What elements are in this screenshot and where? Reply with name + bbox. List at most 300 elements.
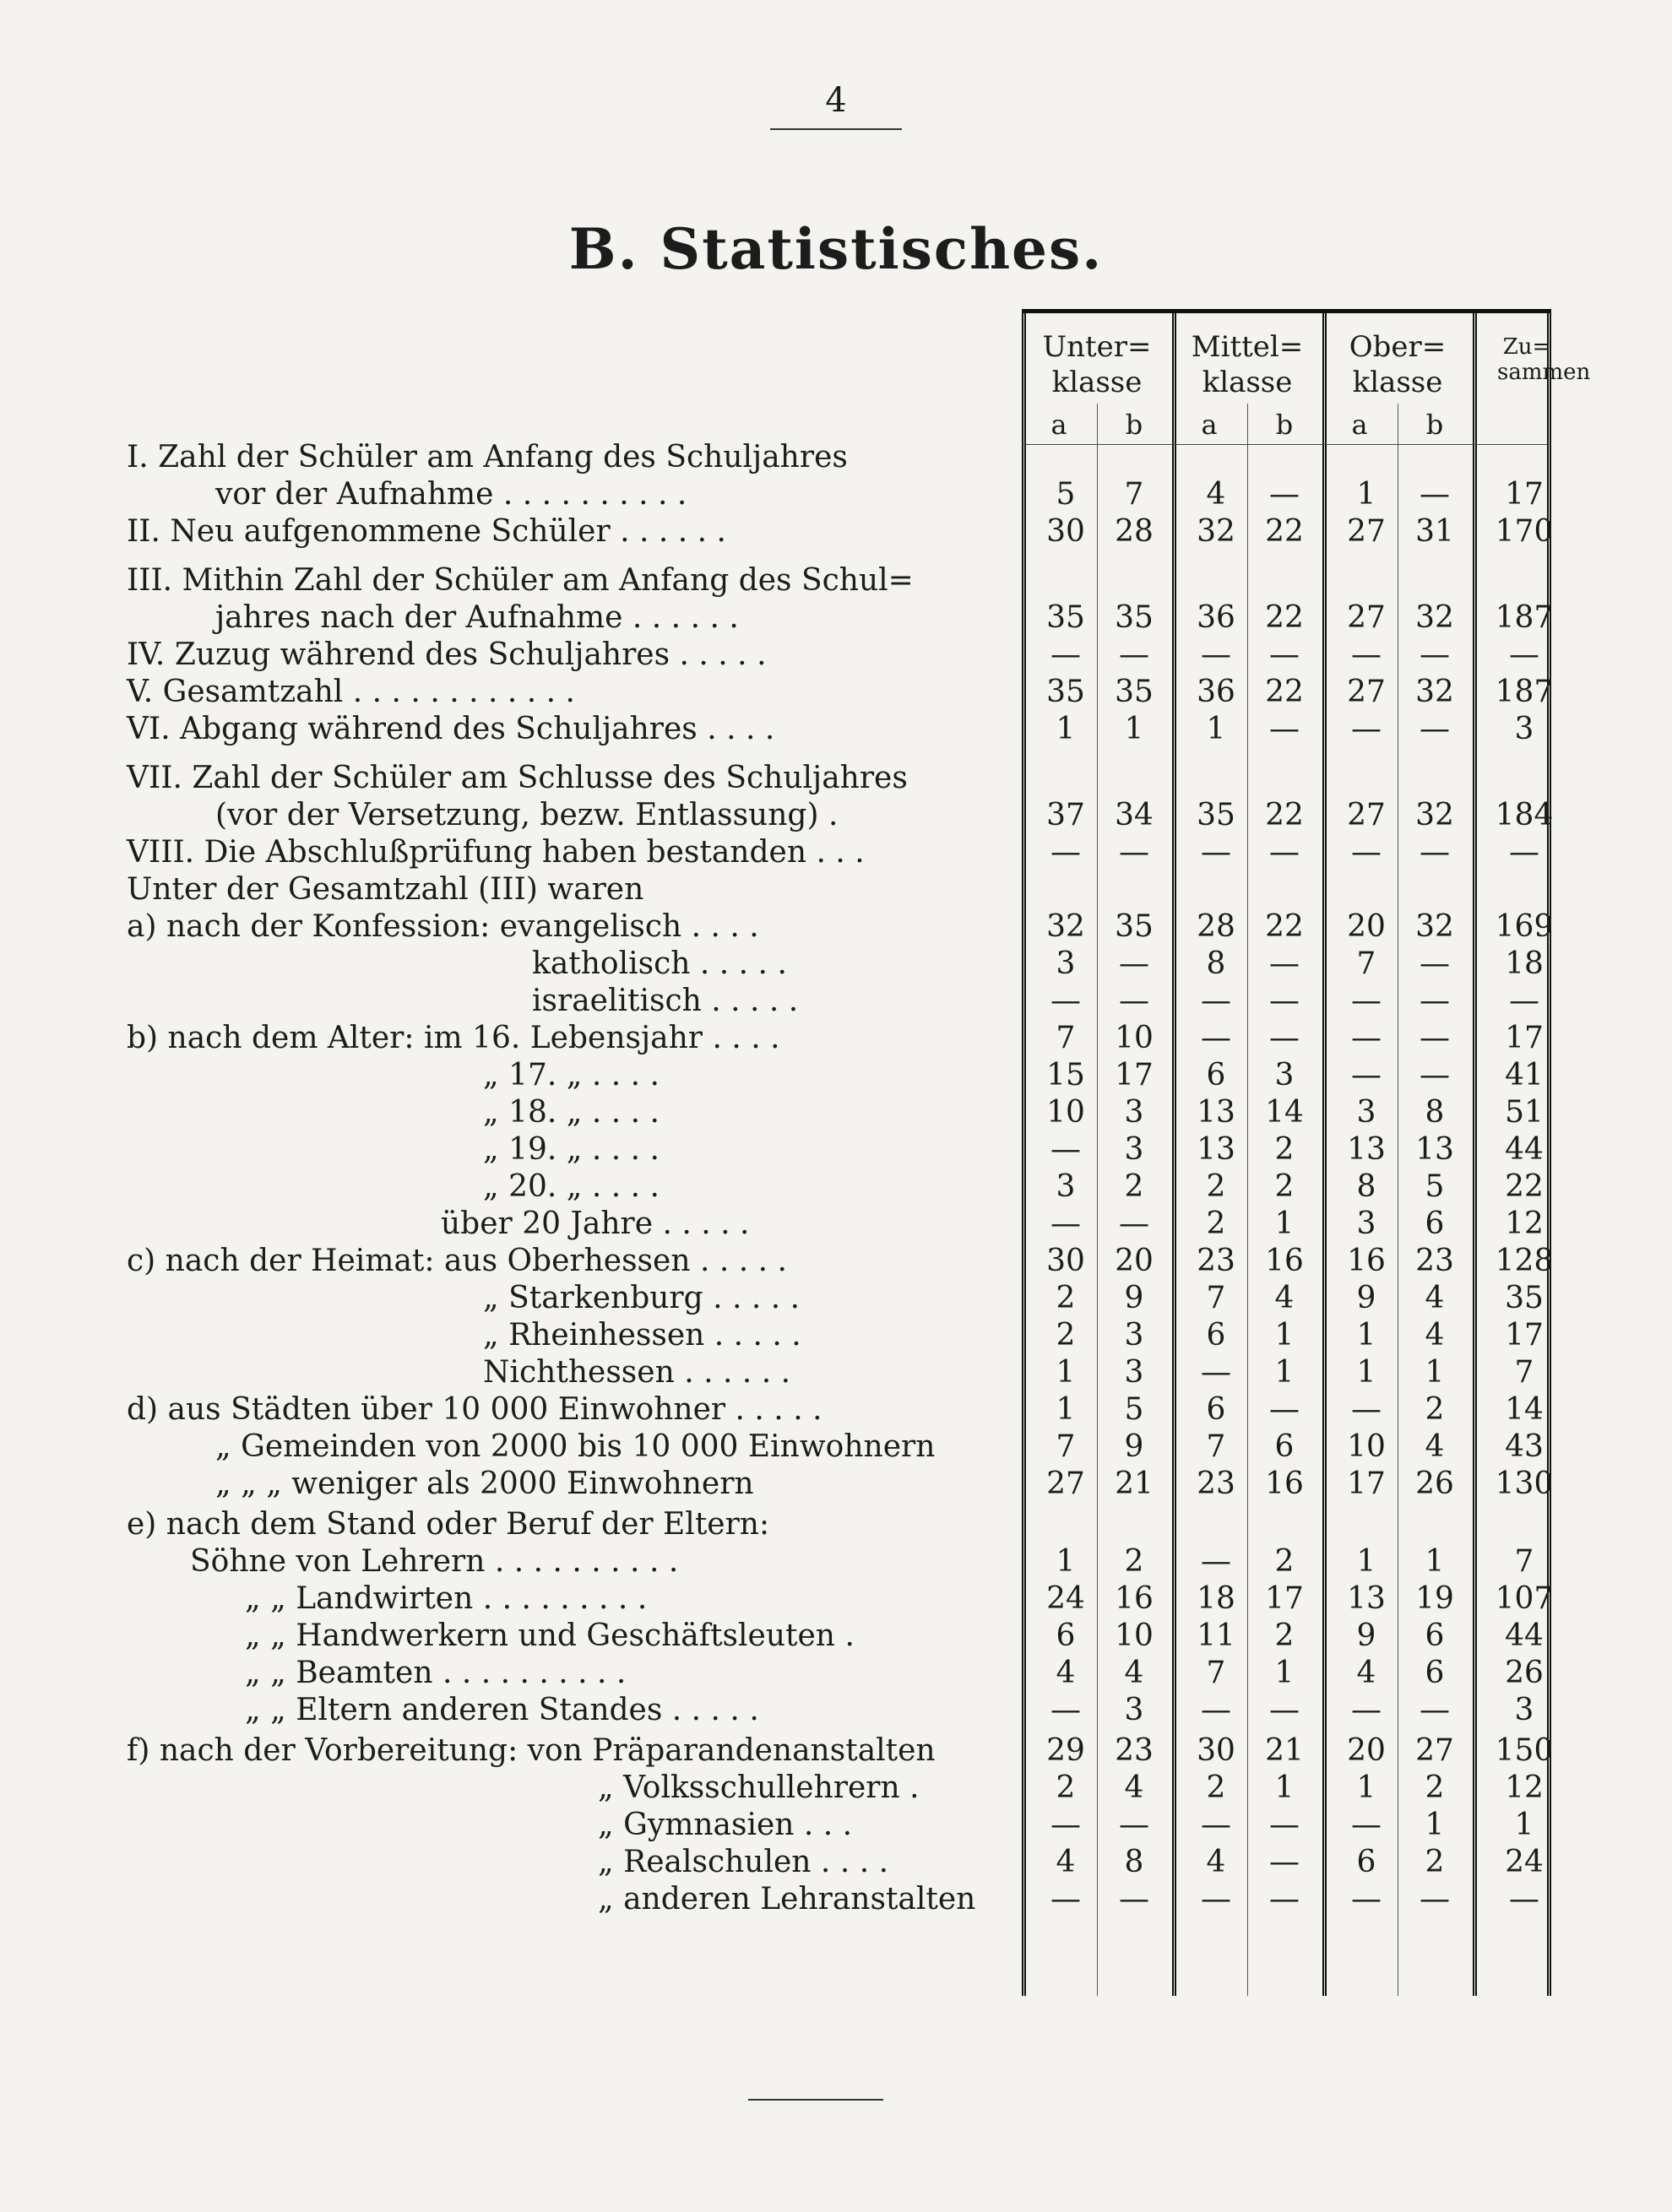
row-label: katholisch . . . . . <box>532 946 787 981</box>
table-row <box>0 834 1672 871</box>
table-row <box>0 1770 1672 1807</box>
row-cell-value: 2 <box>1206 1206 1226 1241</box>
row-label: c) nach der Heimat: aus Oberhessen . . . . . <box>127 1244 787 1278</box>
table-row <box>0 1881 1672 1918</box>
row-cell-value: 8 <box>1356 1169 1376 1204</box>
row-cell-value: — <box>1351 637 1382 672</box>
row-label: „ „ „ weniger als 2000 Einwohnern <box>215 1467 754 1501</box>
row-cell-value: 4 <box>1056 1656 1076 1690</box>
table-row <box>0 1057 1672 1094</box>
row-total-value: 43 <box>1505 1429 1544 1464</box>
row-cell-value: 27 <box>1046 1467 1085 1501</box>
row-total-value: — <box>1509 835 1539 870</box>
row-cell-value: 4 <box>1206 1845 1226 1879</box>
row-cell-value: 27 <box>1347 675 1386 709</box>
row-cell-value: 2 <box>1056 1281 1076 1315</box>
row-cell-value: 23 <box>1115 1733 1154 1768</box>
row-cell-value: 2 <box>1206 1770 1226 1805</box>
table-row <box>0 1243 1672 1280</box>
row-cell-value: — <box>1269 1392 1300 1427</box>
row-cell-value: 1 <box>1356 477 1376 512</box>
row-cell-value: 15 <box>1046 1058 1085 1092</box>
row-label: a) nach der Konfession: evangelisch . . . . <box>127 909 759 944</box>
row-cell-value: 3 <box>1124 1095 1144 1130</box>
row-total-value: 184 <box>1495 798 1554 832</box>
table-row <box>0 1807 1672 1844</box>
row-cell-value: 35 <box>1115 909 1154 944</box>
row-cell-value: — <box>1201 637 1231 672</box>
header-ober-line1: Ober= <box>1349 330 1447 364</box>
row-cell-value: 3 <box>1056 946 1076 981</box>
row-cell-value: 17 <box>1265 1581 1304 1616</box>
row-cell-value: 36 <box>1197 675 1235 709</box>
row-cell-value: — <box>1269 1882 1300 1917</box>
row-cell-value: 32 <box>1415 675 1454 709</box>
table-row <box>0 1655 1672 1692</box>
table-row <box>0 1466 1672 1503</box>
row-total-value: 51 <box>1505 1095 1544 1130</box>
row-cell-value: 4 <box>1206 477 1226 512</box>
row-total-value: 12 <box>1505 1206 1544 1241</box>
row-cell-value: 1 <box>1274 1318 1295 1353</box>
row-cell-value: — <box>1351 984 1382 1018</box>
row-cell-value: — <box>1201 1693 1231 1727</box>
subheader-mittel-a: a <box>1201 409 1218 441</box>
row-cell-value: — <box>1420 477 1450 512</box>
row-cell-value: 6 <box>1056 1618 1076 1653</box>
row-cell-value: — <box>1351 1882 1382 1917</box>
row-cell-value: — <box>1050 835 1081 870</box>
table-row <box>0 1429 1672 1466</box>
row-cell-value: 2 <box>1274 1544 1295 1579</box>
row-cell-value: — <box>1420 946 1450 981</box>
row-total-value: 44 <box>1505 1618 1544 1653</box>
row-cell-value: 18 <box>1197 1581 1235 1616</box>
row-cell-value: 5 <box>1056 477 1076 512</box>
row-cell-value: 6 <box>1206 1392 1226 1427</box>
row-cell-value: — <box>1420 1693 1450 1727</box>
row-cell-value: 32 <box>1415 909 1454 944</box>
subheader-ober-b: b <box>1425 409 1444 441</box>
row-cell-value: 4 <box>1274 1281 1295 1315</box>
row-cell-value: 6 <box>1206 1318 1226 1353</box>
row-cell-value: 13 <box>1347 1581 1386 1616</box>
row-cell-value: — <box>1050 1132 1081 1167</box>
row-cell-value: 35 <box>1046 600 1085 635</box>
row-label: „ „ Eltern anderen Standes . . . . . <box>245 1693 759 1727</box>
table-row <box>0 1618 1672 1655</box>
table-row <box>0 1844 1672 1881</box>
row-total-value: 128 <box>1495 1244 1554 1278</box>
row-cell-value: — <box>1119 1882 1149 1917</box>
header-unter-line2: klasse <box>1051 366 1143 399</box>
row-cell-value: 29 <box>1046 1733 1085 1768</box>
row-cell-value: — <box>1269 1693 1300 1727</box>
row-cell-value: — <box>1420 984 1450 1018</box>
table-row <box>0 513 1672 550</box>
row-cell-value: 3 <box>1274 1058 1295 1092</box>
row-cell-value: 4 <box>1124 1656 1144 1690</box>
header-zusammen <box>1497 334 1591 385</box>
table-row <box>0 983 1672 1020</box>
row-cell-value: 2 <box>1124 1544 1144 1579</box>
row-label: jahres nach der Aufnahme . . . . . . <box>215 600 739 635</box>
row-cell-value: 1 <box>1425 1544 1445 1579</box>
row-total-value: — <box>1509 637 1539 672</box>
row-label: „ Gymnasien . . . <box>598 1808 853 1842</box>
row-cell-value: 2 <box>1056 1770 1076 1805</box>
row-cell-value: 13 <box>1415 1132 1454 1167</box>
row-cell-value: 7 <box>1206 1656 1226 1690</box>
row-cell-value: 1 <box>1056 1355 1076 1390</box>
header-zusammen-line2: sammen <box>1497 360 1591 385</box>
row-cell-value: — <box>1351 712 1382 746</box>
subheader-unter-a: a <box>1050 409 1067 441</box>
row-label: III. Mithin Zahl der Schüler am Anfang des Schul= <box>127 563 914 598</box>
table-row <box>0 760 1672 797</box>
row-cell-value: 9 <box>1356 1281 1376 1315</box>
row-total-value: 7 <box>1514 1355 1534 1390</box>
row-cell-value: 8 <box>1206 946 1226 981</box>
row-cell-value: 1 <box>1274 1355 1295 1390</box>
row-cell-value: 9 <box>1124 1281 1144 1315</box>
top-divider <box>770 128 902 130</box>
row-label: „ anderen Lehranstalten <box>598 1882 976 1917</box>
row-cell-value: — <box>1050 1808 1081 1842</box>
row-total-value: 170 <box>1495 514 1554 549</box>
row-cell-value: — <box>1351 1392 1382 1427</box>
row-cell-value: — <box>1269 984 1300 1018</box>
row-cell-value: — <box>1201 984 1231 1018</box>
header-oberklasse <box>1322 329 1473 400</box>
row-label: b) nach dem Alter: im 16. Lebensjahr . . . . <box>127 1021 780 1055</box>
row-label: „ Gemeinden von 2000 bis 10 000 Einwohnern <box>215 1429 936 1464</box>
row-cell-value: 17 <box>1115 1058 1154 1092</box>
table-row <box>0 1354 1672 1391</box>
row-total-value: 12 <box>1505 1770 1544 1805</box>
row-cell-value: — <box>1050 1693 1081 1727</box>
row-cell-value: 27 <box>1347 798 1386 832</box>
row-cell-value: 2 <box>1274 1618 1295 1653</box>
row-cell-value: 36 <box>1197 600 1235 635</box>
row-cell-value: 10 <box>1115 1618 1154 1653</box>
row-cell-value: 1 <box>1206 712 1226 746</box>
row-label: VIII. Die Abschlußprüfung haben bestanden . . . <box>127 835 865 870</box>
row-cell-value: 1 <box>1124 712 1144 746</box>
row-cell-value: — <box>1201 835 1231 870</box>
row-cell-value: 22 <box>1265 514 1304 549</box>
header-unter-line1: Unter= <box>1042 330 1152 364</box>
row-cell-value: 2 <box>1425 1845 1445 1879</box>
row-cell-value: 4 <box>1425 1429 1445 1464</box>
row-cell-value: 9 <box>1124 1429 1144 1464</box>
table-row <box>0 1131 1672 1168</box>
row-cell-value: 1 <box>1274 1206 1295 1241</box>
row-cell-value: 9 <box>1356 1618 1376 1653</box>
row-cell-value: 37 <box>1046 798 1085 832</box>
row-label: israelitisch . . . . . <box>532 984 799 1018</box>
row-total-value: 1 <box>1514 1808 1534 1842</box>
row-cell-value: 10 <box>1046 1095 1085 1130</box>
row-cell-value: 28 <box>1115 514 1154 549</box>
row-cell-value: 5 <box>1124 1392 1144 1427</box>
row-label: f) nach der Vorbereitung: von Präparandenanstalten <box>127 1733 936 1768</box>
row-total-value: 17 <box>1505 1318 1544 1353</box>
page-number: 4 <box>825 81 847 120</box>
row-cell-value: — <box>1269 1021 1300 1055</box>
row-cell-value: 1 <box>1056 1544 1076 1579</box>
row-cell-value: 35 <box>1115 675 1154 709</box>
row-total-value: 24 <box>1505 1845 1544 1879</box>
row-cell-value: — <box>1269 1808 1300 1842</box>
row-total-value: 169 <box>1495 909 1554 944</box>
row-label: Nichthessen . . . . . . <box>483 1355 791 1390</box>
row-cell-value: 13 <box>1347 1132 1386 1167</box>
row-cell-value: — <box>1269 712 1300 746</box>
row-cell-value: 3 <box>1356 1206 1376 1241</box>
table-top-rule <box>1022 309 1551 313</box>
row-cell-value: 1 <box>1425 1355 1445 1390</box>
row-cell-value: 4 <box>1124 1770 1144 1805</box>
row-total-value: 3 <box>1514 712 1534 746</box>
row-cell-value: 1 <box>1274 1770 1295 1805</box>
row-cell-value: — <box>1269 835 1300 870</box>
row-cell-value: 13 <box>1197 1132 1235 1167</box>
table-row <box>0 1580 1672 1618</box>
row-cell-value: — <box>1420 1021 1450 1055</box>
row-cell-value: 17 <box>1347 1467 1386 1501</box>
row-label: vor der Aufnahme . . . . . . . . . . <box>215 477 687 512</box>
row-cell-value: 1 <box>1274 1656 1295 1690</box>
row-cell-value: — <box>1420 835 1450 870</box>
header-ober-line2: klasse <box>1352 366 1443 399</box>
row-label: „ Volksschullehrern . <box>598 1770 920 1805</box>
row-cell-value: — <box>1351 1693 1382 1727</box>
row-total-value: 35 <box>1505 1281 1544 1315</box>
row-cell-value: — <box>1269 477 1300 512</box>
table-row <box>0 476 1672 513</box>
subheader-unter-b: b <box>1125 409 1143 441</box>
row-cell-value: 31 <box>1415 514 1454 549</box>
row-cell-value: 22 <box>1265 798 1304 832</box>
table-row <box>0 674 1672 711</box>
table-row <box>0 908 1672 946</box>
row-cell-value: 23 <box>1197 1467 1235 1501</box>
row-label: d) aus Städten über 10 000 Einwohner . . . . . <box>127 1392 822 1427</box>
subheader-ober-a: a <box>1351 409 1368 441</box>
row-cell-value: 27 <box>1347 514 1386 549</box>
row-label: e) nach dem Stand oder Beruf der Eltern: <box>127 1507 770 1542</box>
row-cell-value: 6 <box>1206 1058 1226 1092</box>
row-cell-value: 3 <box>1356 1095 1376 1130</box>
header-zusammen-line1: Zu= <box>1502 334 1551 360</box>
table-row <box>0 797 1672 834</box>
row-cell-value: 4 <box>1425 1281 1445 1315</box>
row-cell-value: 4 <box>1056 1845 1076 1879</box>
row-cell-value: 35 <box>1197 798 1235 832</box>
row-cell-value: 28 <box>1197 909 1235 944</box>
row-total-value: 107 <box>1495 1581 1554 1616</box>
row-cell-value: 35 <box>1115 600 1154 635</box>
row-cell-value: 16 <box>1265 1244 1304 1278</box>
row-cell-value: 30 <box>1197 1733 1235 1768</box>
row-total-value: 41 <box>1505 1058 1544 1092</box>
row-label: I. Zahl der Schüler am Anfang des Schuljahres <box>127 440 848 474</box>
row-cell-value: 10 <box>1347 1429 1386 1464</box>
row-cell-value: 24 <box>1046 1581 1085 1616</box>
row-cell-value: 23 <box>1197 1244 1235 1278</box>
row-cell-value: 1 <box>1056 1392 1076 1427</box>
row-cell-value: — <box>1351 1058 1382 1092</box>
table-row <box>0 1280 1672 1317</box>
row-cell-value: 7 <box>1206 1281 1226 1315</box>
row-cell-value: 22 <box>1265 600 1304 635</box>
row-cell-value: 19 <box>1415 1581 1454 1616</box>
table-row <box>0 711 1672 748</box>
row-label: „ 18. „ . . . . <box>483 1095 660 1130</box>
row-total-value: 14 <box>1505 1392 1544 1427</box>
row-cell-value: 30 <box>1046 514 1085 549</box>
table-row <box>0 599 1672 637</box>
table-row <box>0 562 1672 599</box>
row-cell-value: 6 <box>1425 1206 1445 1241</box>
row-cell-value: 13 <box>1197 1095 1235 1130</box>
table-row <box>0 1391 1672 1429</box>
row-label: „ Starkenburg . . . . . <box>483 1281 801 1315</box>
header-mittel-line1: Mittel= <box>1191 330 1304 364</box>
table-row <box>0 871 1672 908</box>
row-cell-value: — <box>1050 984 1081 1018</box>
row-label: „ 17. „ . . . . <box>483 1058 660 1092</box>
row-total-value: 7 <box>1514 1544 1534 1579</box>
row-cell-value: — <box>1050 637 1081 672</box>
row-label: „ „ Landwirten . . . . . . . . . <box>245 1581 648 1616</box>
row-cell-value: 2 <box>1274 1169 1295 1204</box>
row-total-value: — <box>1509 984 1539 1018</box>
row-cell-value: — <box>1351 835 1382 870</box>
row-label: „ Realschulen . . . . <box>598 1845 889 1879</box>
row-total-value: — <box>1509 1882 1539 1917</box>
row-cell-value: — <box>1119 946 1149 981</box>
row-cell-value: 2 <box>1124 1169 1144 1204</box>
row-total-value: 150 <box>1495 1733 1554 1768</box>
row-total-value: 18 <box>1505 946 1544 981</box>
subheader-mittel-b: b <box>1275 409 1294 441</box>
row-total-value: 130 <box>1495 1467 1554 1501</box>
row-cell-value: — <box>1119 637 1149 672</box>
row-cell-value: 3 <box>1124 1132 1144 1167</box>
row-cell-value: 20 <box>1347 1733 1386 1768</box>
row-cell-value: 20 <box>1115 1244 1154 1278</box>
row-cell-value: 21 <box>1115 1467 1154 1501</box>
row-cell-value: 32 <box>1415 600 1454 635</box>
row-cell-value: — <box>1119 1808 1149 1842</box>
row-cell-value: 11 <box>1197 1618 1235 1653</box>
table-row <box>0 1692 1672 1729</box>
row-cell-value: — <box>1201 1544 1231 1579</box>
row-cell-value: 20 <box>1347 909 1386 944</box>
row-cell-value: 2 <box>1425 1770 1445 1805</box>
row-cell-value: 7 <box>1356 946 1376 981</box>
row-cell-value: — <box>1119 984 1149 1018</box>
row-cell-value: 1 <box>1356 1770 1376 1805</box>
row-cell-value: 22 <box>1265 675 1304 709</box>
row-cell-value: 16 <box>1265 1467 1304 1501</box>
row-total-value: 187 <box>1495 675 1554 709</box>
row-cell-value: — <box>1269 946 1300 981</box>
row-cell-value: — <box>1420 1882 1450 1917</box>
table-row <box>0 1094 1672 1131</box>
row-cell-value: 30 <box>1046 1244 1085 1278</box>
row-cell-value: — <box>1420 637 1450 672</box>
row-cell-value: 7 <box>1056 1429 1076 1464</box>
row-cell-value: — <box>1269 1845 1300 1879</box>
row-cell-value: 26 <box>1415 1467 1454 1501</box>
row-cell-value: 4 <box>1425 1318 1445 1353</box>
row-cell-value: 2 <box>1056 1318 1076 1353</box>
row-label: VII. Zahl der Schüler am Schlusse des Schuljahres <box>127 761 908 795</box>
row-label: II. Neu aufgenommene Schüler . . . . . . <box>127 514 726 549</box>
row-label: „ 20. „ . . . . <box>483 1169 660 1204</box>
table-row <box>0 1317 1672 1354</box>
row-cell-value: 2 <box>1425 1392 1445 1427</box>
row-total-value: 26 <box>1505 1656 1544 1690</box>
header-mittel-line2: klasse <box>1202 366 1293 399</box>
row-cell-value: 32 <box>1415 798 1454 832</box>
row-cell-value: 35 <box>1046 675 1085 709</box>
row-total-value: 3 <box>1514 1693 1534 1727</box>
row-cell-value: 32 <box>1046 909 1085 944</box>
row-cell-value: 6 <box>1425 1618 1445 1653</box>
table-row <box>0 1732 1672 1770</box>
row-total-value: 17 <box>1505 477 1544 512</box>
row-label: Unter der Gesamtzahl (III) waren <box>127 872 644 907</box>
table-row <box>0 1168 1672 1206</box>
row-cell-value: — <box>1050 1882 1081 1917</box>
row-cell-value: 6 <box>1356 1845 1376 1879</box>
row-label: IV. Zuzug während des Schuljahres . . . . . <box>127 637 767 672</box>
row-cell-value: — <box>1119 1206 1149 1241</box>
row-total-value: 22 <box>1505 1169 1544 1204</box>
row-total-value: 44 <box>1505 1132 1544 1167</box>
row-label: (vor der Versetzung, bezw. Entlassung) . <box>215 798 839 832</box>
row-label: Söhne von Lehrern . . . . . . . . . . <box>190 1544 679 1579</box>
row-cell-value: — <box>1201 1882 1231 1917</box>
table-row <box>0 637 1672 674</box>
row-cell-value: 32 <box>1197 514 1235 549</box>
row-cell-value: 6 <box>1425 1656 1445 1690</box>
row-cell-value: — <box>1269 637 1300 672</box>
row-cell-value: 7 <box>1124 477 1144 512</box>
row-cell-value: 5 <box>1425 1169 1445 1204</box>
row-cell-value: 1 <box>1425 1808 1445 1842</box>
row-cell-value: 8 <box>1425 1095 1445 1130</box>
row-cell-value: 21 <box>1265 1733 1304 1768</box>
row-cell-value: 4 <box>1356 1656 1376 1690</box>
row-cell-value: 7 <box>1056 1021 1076 1055</box>
row-cell-value: — <box>1050 1206 1081 1241</box>
table-row <box>0 1543 1672 1580</box>
row-total-value: 17 <box>1505 1021 1544 1055</box>
row-cell-value: 8 <box>1124 1845 1144 1879</box>
row-cell-value: 23 <box>1415 1244 1454 1278</box>
row-cell-value: 16 <box>1115 1581 1154 1616</box>
row-label: „ 19. „ . . . . <box>483 1132 660 1167</box>
row-label: VI. Abgang während des Schuljahres . . . . <box>127 712 775 746</box>
row-cell-value: 10 <box>1115 1021 1154 1055</box>
table-row <box>0 1206 1672 1243</box>
row-total-value: 187 <box>1495 600 1554 635</box>
